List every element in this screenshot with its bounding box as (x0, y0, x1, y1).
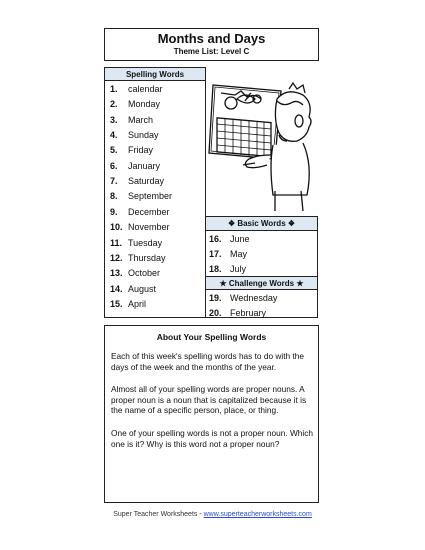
item-number: 8. (110, 191, 118, 202)
item-number: 10. (110, 222, 123, 233)
page-subtitle: Theme List: Level C (173, 47, 250, 56)
list-item (105, 282, 205, 297)
footer (0, 511, 425, 518)
basic-challenge-box (205, 216, 318, 318)
list-item (206, 291, 317, 306)
item-word: September (128, 191, 173, 202)
item-word: Thursday (128, 252, 166, 263)
item-word: Friday (128, 145, 154, 156)
list-item (105, 236, 205, 251)
list-item (105, 82, 205, 97)
item-number: 1. (110, 84, 118, 94)
about-paragraph-1: Each of this week's spelling words has to do with the days of the week and the months of the year. (111, 351, 304, 372)
list-item (105, 143, 205, 158)
item-word: Saturday (128, 176, 165, 187)
list-item (206, 306, 317, 321)
item-number: 9. (110, 206, 118, 217)
item-word: May (230, 249, 248, 259)
item-word: July (230, 264, 247, 274)
list-item (105, 128, 205, 143)
item-word: March (128, 114, 154, 125)
item-number: 16. (209, 234, 222, 244)
item-number: 12. (110, 252, 123, 263)
item-number: 13. (110, 268, 123, 279)
item-number: 14. (110, 283, 123, 294)
item-number: 20. (209, 308, 222, 318)
item-number: 19. (209, 293, 222, 303)
item-number: 17. (209, 249, 222, 259)
list-item (105, 97, 205, 112)
list-item (206, 262, 317, 277)
list-item (105, 174, 205, 189)
item-word: December (128, 206, 170, 217)
challenge-words-header: ★ Challenge Words ★ (206, 276, 317, 290)
about-paragraph-3: One of your spelling words is not a proper noun. Which one is it? Why is this word not a proper noun? (111, 428, 313, 449)
spelling-words-header: Spelling Words (105, 68, 205, 81)
list-item (105, 189, 205, 204)
item-word: calendar (128, 84, 163, 94)
item-word: Sunday (128, 130, 159, 141)
list-item (206, 247, 317, 262)
list-item (105, 297, 205, 312)
item-number: 2. (110, 99, 118, 110)
item-word: Tuesday (128, 237, 163, 248)
title-box (104, 28, 319, 61)
about-heading: About Your Spelling Words (156, 332, 267, 342)
item-number: 7. (110, 176, 118, 187)
footer-link[interactable]: www.superteacherworksheets.com (203, 511, 312, 518)
item-word: January (128, 160, 161, 171)
list-item (105, 251, 205, 266)
footer-prefix: Super Teacher Worksheets - (113, 511, 204, 518)
item-word: Monday (128, 99, 161, 110)
spelling-words-box (104, 67, 206, 318)
item-word: June (230, 234, 250, 244)
item-number: 5. (110, 145, 118, 156)
item-word: November (128, 222, 170, 233)
about-box (104, 325, 319, 503)
item-word: February (230, 308, 267, 318)
list-item (105, 205, 205, 220)
item-number: 18. (209, 264, 222, 274)
item-number: 15. (110, 298, 123, 309)
item-number: 11. (110, 237, 123, 248)
about-paragraph-2: Almost all of your spelling words are proper nouns. A proper noun is a noun that is capitalized because it is the name of a specific person, place, or thing. (111, 384, 307, 415)
list-item (206, 232, 317, 247)
item-word: October (128, 268, 161, 279)
list-item (105, 220, 205, 235)
item-word: April (128, 298, 147, 309)
list-item (105, 159, 205, 174)
basic-words-header: ❖ Basic Words ❖ (206, 217, 317, 231)
page-title: Months and Days (157, 31, 266, 46)
list-item (105, 266, 205, 281)
item-number: 3. (110, 114, 118, 125)
item-number: 6. (110, 160, 118, 171)
list-item (105, 113, 205, 128)
item-word: August (128, 283, 157, 294)
item-word: Wednesday (230, 293, 278, 303)
boy-calendar-illustration (207, 79, 317, 216)
item-number: 4. (110, 130, 118, 141)
